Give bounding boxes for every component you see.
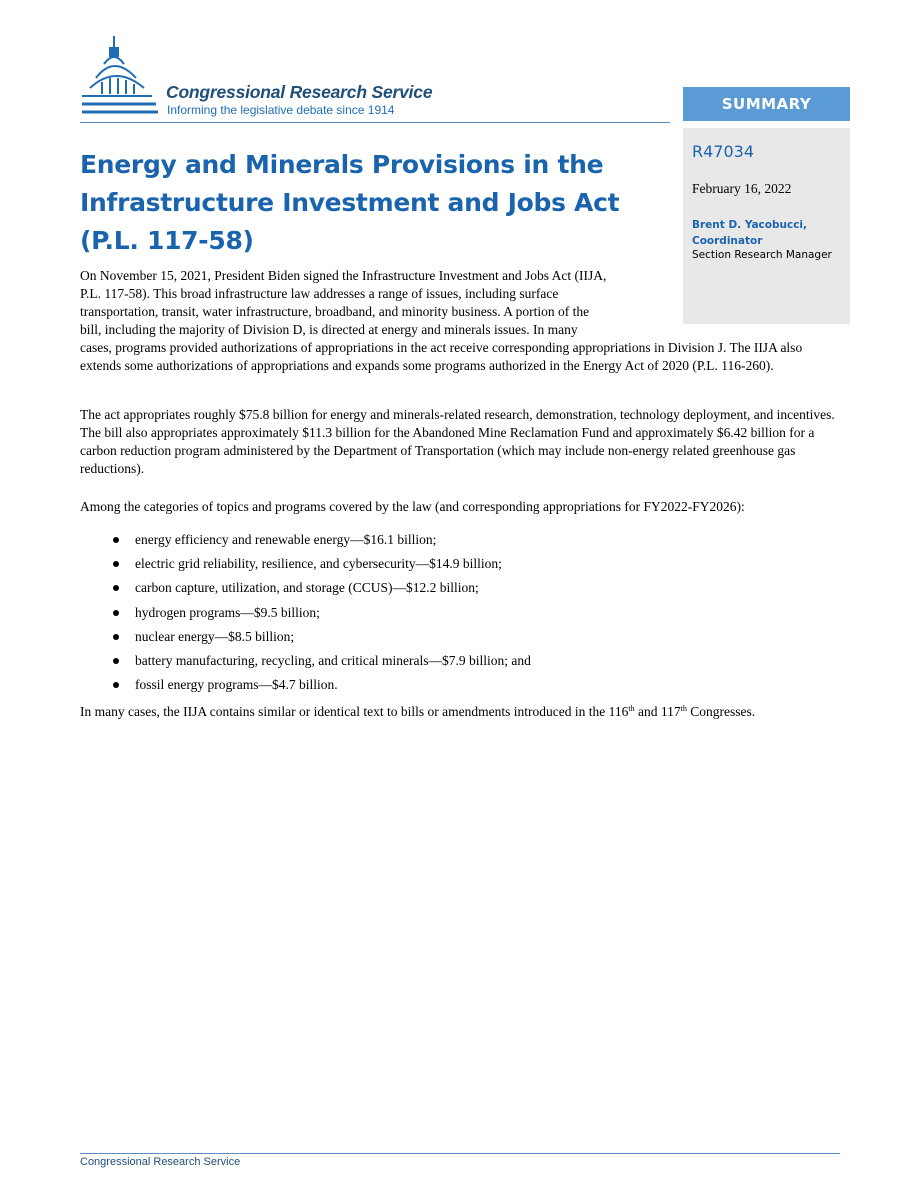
title-line: (P.L. 117-58) bbox=[80, 226, 254, 255]
report-number: R47034 bbox=[692, 142, 755, 161]
list-item bbox=[80, 676, 840, 694]
paragraph-line: On November 15, 2021, President Biden signed the Infrastructure Investment and Jobs Act (IIJA, bbox=[80, 268, 607, 283]
summary-heading: SUMMARY bbox=[683, 87, 850, 121]
list-item bbox=[80, 628, 840, 646]
paragraph-text: and 117 bbox=[634, 704, 681, 719]
ordinal-suffix: th bbox=[628, 704, 635, 713]
list-item-text: hydrogen programs—$9.5 billion; bbox=[135, 604, 320, 620]
bullet-icon bbox=[113, 610, 119, 616]
footer-divider bbox=[80, 1153, 840, 1154]
org-name: Congressional Research Service bbox=[166, 82, 433, 102]
list-item bbox=[80, 652, 840, 670]
title-line: Infrastructure Investment and Jobs Act bbox=[80, 188, 620, 217]
bullet-icon bbox=[113, 585, 119, 591]
list-item-text: battery manufacturing, recycling, and critical minerals—$7.9 billion; and bbox=[135, 652, 531, 668]
crs-logo bbox=[80, 34, 480, 122]
list-item bbox=[80, 604, 840, 622]
document-title bbox=[80, 146, 660, 260]
bullet-icon bbox=[113, 682, 119, 688]
paragraph-text: Congresses. bbox=[686, 704, 756, 719]
list-item bbox=[80, 579, 840, 597]
bullet-icon bbox=[113, 537, 119, 543]
list-item-text: electric grid reliability, resilience, and cybersecurity—$14.9 billion; bbox=[135, 556, 502, 572]
title-line: Energy and Minerals Provisions in the bbox=[80, 150, 604, 179]
list-item-text: energy efficiency and renewable energy—$16.1 billion; bbox=[135, 532, 437, 547]
paragraph-text: In many cases, the IIJA contains similar or identical text to bills or amendments introduced in the 116 bbox=[80, 704, 629, 719]
footer-org-name: Congressional Research Service bbox=[80, 1156, 241, 1168]
capitol-dome-icon bbox=[80, 34, 160, 122]
author-role: Section Research Manager bbox=[692, 249, 832, 261]
list-item-text: nuclear energy—$8.5 billion; bbox=[135, 628, 295, 644]
list-item bbox=[80, 531, 840, 549]
paragraph-intro-top bbox=[80, 267, 672, 339]
ordinal-suffix: th bbox=[680, 704, 687, 713]
categories-list bbox=[80, 531, 840, 700]
paragraph-appropriations: The act appropriates roughly $75.8 billion for energy and minerals-related research, demonstration, technology deployment, and incentives. The bill also appropriates approximately $11.3 billion for the Abandoned Mine Reclamation Fund and approximately $6.42 billion for a carbon reduction program administered by the Department of Transportation (which may include non-energy related greenhouse gas reductions). bbox=[80, 407, 835, 476]
report-date: February 16, 2022 bbox=[692, 181, 792, 196]
bullet-icon bbox=[113, 658, 119, 664]
author-name-line: Brent D. Yacobucci, bbox=[692, 219, 808, 231]
bullet-icon bbox=[113, 634, 119, 640]
bullet-icon bbox=[113, 561, 119, 567]
paragraph-line: bill, including the majority of Division D, is directed at energy and minerals issues. In many bbox=[80, 322, 578, 337]
org-tagline: Informing the legislative debate since 1914 bbox=[167, 103, 395, 117]
paragraph-intro-rest: cases, programs provided authorizations of appropriations in the act receive corresponding appropriations in Division J. The IIJA also extends some authorizations of appropriations and expands some programs authorized in the Energy Act of 2020 (P.L. 116-260). bbox=[80, 340, 803, 373]
list-item bbox=[80, 555, 840, 573]
paragraph-similar-bills bbox=[80, 703, 840, 721]
paragraph-categories-intro: Among the categories of topics and programs covered by the law (and corresponding appropriations for FY2022-FY2026): bbox=[80, 499, 745, 514]
author-title-line: Coordinator bbox=[692, 235, 763, 247]
author-name bbox=[692, 217, 842, 249]
header-divider bbox=[80, 122, 670, 123]
list-item-text: carbon capture, utilization, and storage (CCUS)—$12.2 billion; bbox=[135, 580, 479, 596]
summary-sidebar bbox=[683, 128, 850, 324]
paragraph-line: transportation, transit, water infrastructure, broadband, and minority business. A portion of the bbox=[80, 304, 590, 319]
paragraph-line: P.L. 117-58). This broad infrastructure law addresses a range of issues, including surface bbox=[80, 286, 559, 301]
list-item-text: fossil energy programs—$4.7 billion. bbox=[135, 677, 338, 693]
